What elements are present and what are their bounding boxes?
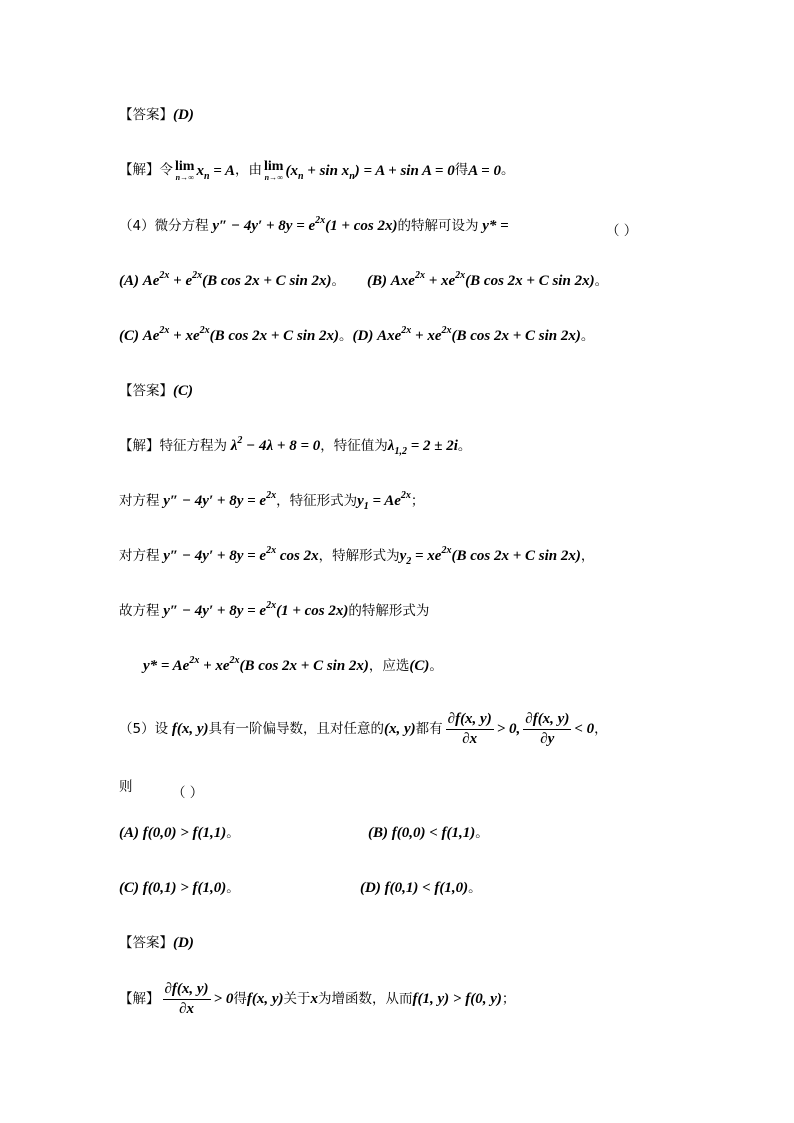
option-label: (D) (360, 880, 381, 896)
math-expression: $y_1 = Ae^{2x}$ (357, 490, 411, 512)
answer-label: 【答案】 (119, 934, 173, 951)
option-c: f(0,1) > f(1,0) (142, 880, 227, 896)
solution-line: 【解】 $\frac{\partial f(x, y)}{\partial x}$ > 0 得 f(x, y) 关于 x 为增函数，从而 f(1, y) > f(0, y) ； (119, 981, 516, 1017)
math-expression: $y_2 = xe^{2x}(B$ cos 2x + C sin 2x) (399, 545, 581, 567)
math-expression: f(1, y) > f(0, y) (412, 991, 502, 1007)
option-label: (C) (119, 880, 139, 896)
math-expression: $y'' - 4y' + 8y = e^{2x}$ cos 2x (163, 545, 319, 564)
options-row: (A) f(0,0) > f(1,1) 。 (119, 824, 240, 841)
partial-derivative-fraction: $\frac{\partial f(x, y)}{\partial x}$ (164, 981, 209, 1017)
answer-blank: （ ） (172, 785, 204, 801)
solution-label: 【解】令 (119, 162, 173, 179)
partial-derivative-fraction: $\frac{\partial f(x, y)}{\partial y}$ (525, 711, 570, 747)
answer-line (119, 936, 194, 951)
limit-operator: lim n→∞ (264, 159, 284, 182)
solution-label: 【解】特征方程为 (119, 437, 227, 454)
answer-blank: （ ） (606, 223, 638, 239)
solution-label: 【解】 (119, 990, 160, 1007)
answer-value: (D) (173, 107, 194, 123)
answer-value: (C) (409, 658, 430, 674)
question-4: （4）微分方程 $y'' - 4y' + 8y = e^{2x}(1 + \cos 2x)$ 的特解可设为 y* = (119, 215, 509, 234)
math-expression: $y'' - 4y' + 8y = e^{2x}(1 + \cos 2x)$ (212, 215, 398, 234)
option-label: (B) (367, 273, 388, 289)
math-expression: $x_n = A$ (196, 162, 236, 182)
answer-label: 【答案】 (119, 382, 173, 399)
option-d: $Axe^{2x} + xe^{2x}(B$ cos 2x + C sin 2x) (377, 325, 581, 344)
partial-derivative-fraction: $\frac{\partial f(x, y)}{\partial x}$ (447, 711, 492, 747)
math-expression: $\lambda^2 - 4\lambda + 8 = 0$ (230, 435, 321, 454)
answer-line (119, 384, 193, 399)
option-a: f(0,0) > f(1,1) (142, 825, 227, 841)
question-label: （5）设 (119, 720, 169, 737)
option-label: (C) (119, 328, 139, 344)
option-a: $Ae^{2x} + e^{2x}(B$ cos 2x + C sin 2x) (142, 270, 332, 289)
answer-value: (D) (173, 935, 194, 951)
options-row: (C) f(0,1) > f(1,0) 。 (119, 879, 240, 896)
solution-line: 故方程 $y'' - 4y' + 8y = e^{2x}(1 + \cos 2x)$ 的特解形式为 (119, 600, 430, 619)
options-row: (D) f(0,1) < f(1,0) 。 (360, 879, 482, 896)
math-expression: A = 0 (468, 162, 501, 179)
solution-line: 【解】特征方程为 $\lambda^2 - 4\lambda + 8 = 0$ ，特征值为 $\lambda_{1,2} = 2 \pm 2i$ 。 (119, 435, 472, 457)
answer-label: 【答案】 (119, 106, 173, 123)
option-label: (A) (119, 825, 139, 841)
solution-line: 【解】令 lim n→∞ $x_n = A$ ，由 lim n→∞ $(x_n + \sin x_n) = A + \sin A = 0$ 得 A = 0 。 (119, 159, 515, 182)
options-row: (C) $Ae^{2x} + xe^{2x}(B$ cos 2x + C sin 2x) 。 (D) $Axe^{2x} + xe^{2x}(B$ cos 2x + C sin 2x) 。 (119, 325, 595, 344)
solution-line: 对方程 $y'' - 4y' + 8y = e^{2x}$ cos 2x ，特解形式为 $y_2 = xe^{2x}(B$ cos 2x + C sin 2x) ， (119, 545, 595, 567)
question-5-continuation: 则 (119, 779, 133, 795)
options-row: (A) $Ae^{2x} + e^{2x}(B$ cos 2x + C sin 2x) 。 (B) $Axe^{2x} + xe^{2x}(B$ cos 2x + C sin 2x) 。 (119, 270, 609, 289)
option-b: $Axe^{2x} + xe^{2x}(B$ cos 2x + C sin 2x) (390, 270, 595, 289)
option-b: f(0,0) < f(1,1) (391, 825, 476, 841)
option-d: f(0,1) < f(1,0) (384, 880, 469, 896)
math-expression: f(x, y) (246, 991, 284, 1007)
question-label: （4）微分方程 (119, 217, 209, 234)
answer-value: (C) (173, 383, 193, 399)
math-expression: $y* = Ae^{2x} + xe^{2x}(B$ cos 2x + C sin 2x) (143, 655, 369, 674)
math-expression: $\lambda_{1,2} = 2 \pm 2i$ (387, 438, 458, 457)
option-label: (B) (368, 825, 388, 841)
question-5: （5）设 f(x, y) 具有一阶偏导数，且对任意的 (x, y) 都有 $\frac{\partial f(x, y)}{\partial x}$ > 0, $\frac{\partial f(x, y)}{\partial y}$ < 0 ， (119, 711, 608, 747)
math-expression: (x, y) (384, 721, 416, 737)
limit-operator: lim n→∞ (175, 159, 195, 182)
answer-line (119, 108, 194, 123)
math-expression: y* = (482, 218, 509, 234)
options-row: (B) f(0,0) < f(1,1) 。 (368, 824, 489, 841)
math-expression: x (310, 991, 319, 1007)
math-expression: f(x, y) (171, 721, 209, 737)
option-label: (D) (352, 328, 374, 344)
solution-line: 对方程 $y'' - 4y' + 8y = e^{2x}$ ，特征形式为 $y_1 = Ae^{2x}$ ； (119, 490, 425, 512)
math-expression: $y'' - 4y' + 8y = e^{2x}$ (163, 490, 277, 509)
option-label: (A) (119, 273, 139, 289)
solution-line: $y* = Ae^{2x} + xe^{2x}(B$ cos 2x + C sin 2x) ，应选 (C) 。 (143, 655, 443, 674)
option-c: $Ae^{2x} + xe^{2x}(B$ cos 2x + C sin 2x) (142, 325, 340, 344)
math-expression: $y'' - 4y' + 8y = e^{2x}(1 + \cos 2x)$ (163, 600, 349, 619)
math-expression: $(x_n + \sin x_n) = A + \sin A = 0$ (285, 162, 455, 182)
